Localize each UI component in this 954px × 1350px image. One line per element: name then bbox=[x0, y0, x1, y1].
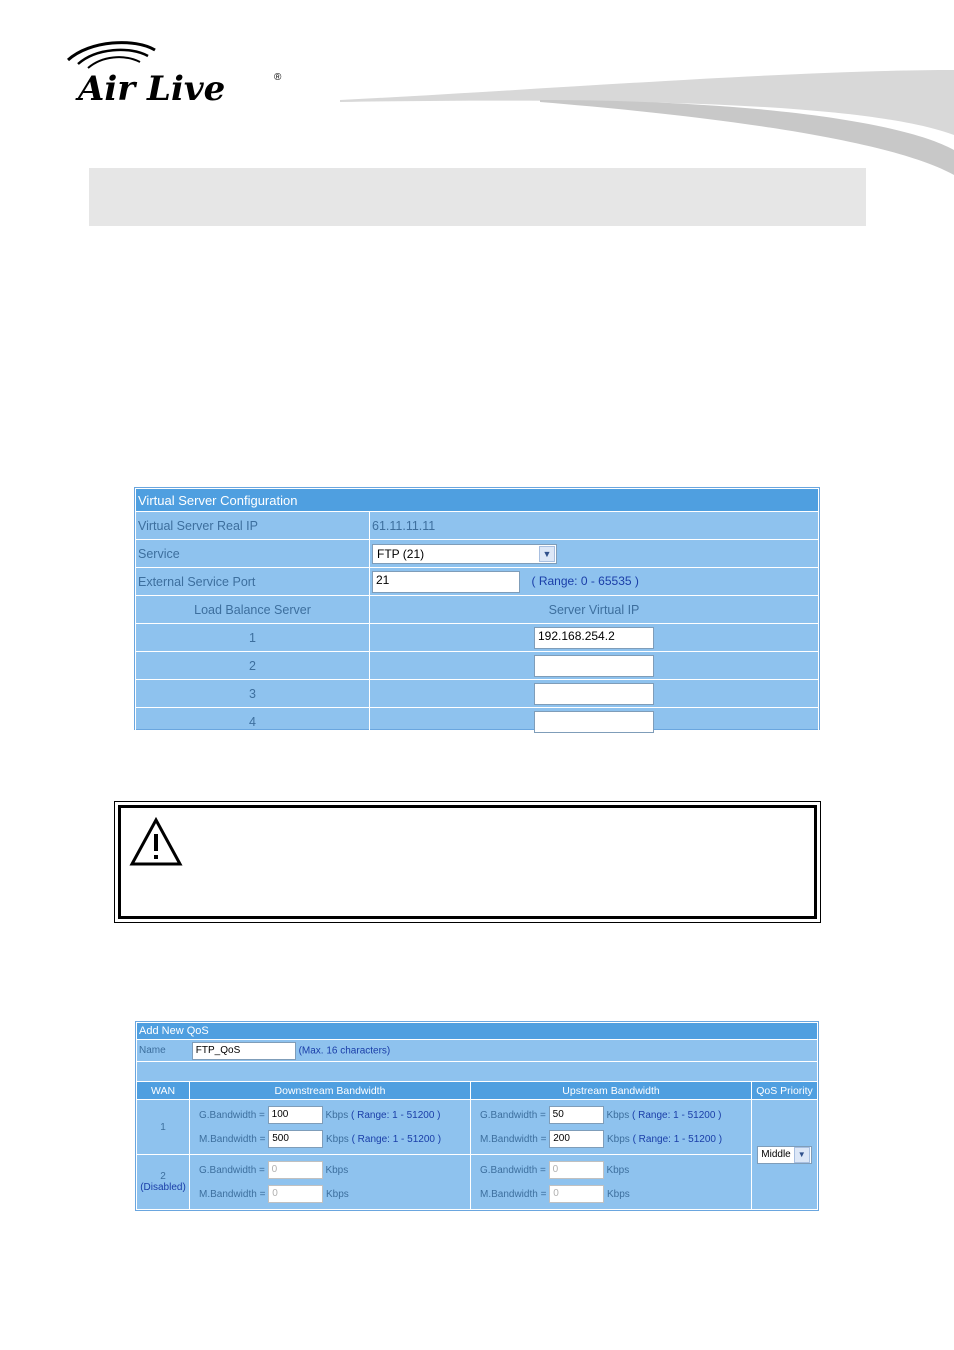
g-bandwidth-label: G.Bandwidth = bbox=[199, 1164, 265, 1176]
range-hint: ( Range: 1 - 51200 ) bbox=[632, 1133, 723, 1145]
wan-id: 2 bbox=[160, 1171, 166, 1182]
warning-box bbox=[114, 801, 821, 923]
airlive-logo bbox=[60, 38, 290, 108]
virtual-ip-input[interactable] bbox=[534, 655, 654, 677]
unit-label: Kbps bbox=[606, 1164, 630, 1176]
chevron-down-icon[interactable]: ▼ bbox=[794, 1147, 810, 1163]
down-g-input[interactable]: 0 bbox=[268, 1161, 323, 1179]
port-input[interactable]: 21 bbox=[372, 571, 520, 593]
service-label: Service bbox=[136, 540, 370, 568]
section-title-bar bbox=[89, 168, 866, 226]
m-bandwidth-label: M.Bandwidth = bbox=[480, 1188, 547, 1200]
col-wan: WAN bbox=[137, 1082, 190, 1100]
unit-label: Kbps bbox=[606, 1109, 630, 1121]
m-bandwidth-label: M.Bandwidth = bbox=[199, 1188, 266, 1200]
svg-text:®: ® bbox=[274, 72, 282, 83]
unit-label: Kbps bbox=[607, 1188, 630, 1200]
unit-label: Kbps bbox=[325, 1164, 349, 1176]
up-g-input[interactable]: 50 bbox=[549, 1106, 604, 1124]
wan-status: (Disabled) bbox=[140, 1182, 186, 1193]
down-m-input[interactable]: 0 bbox=[268, 1185, 323, 1203]
qos-priority-select[interactable] bbox=[757, 1146, 811, 1164]
m-bandwidth-label: M.Bandwidth = bbox=[199, 1133, 266, 1145]
qos-name-hint: (Max. 16 characters) bbox=[298, 1045, 391, 1057]
lb-index: 3 bbox=[136, 680, 370, 708]
service-select[interactable] bbox=[372, 544, 557, 564]
col-downstream: Downstream Bandwidth bbox=[190, 1082, 471, 1100]
col-upstream: Upstream Bandwidth bbox=[471, 1082, 752, 1100]
qos-title: Add New QoS bbox=[137, 1023, 818, 1040]
warning-icon bbox=[129, 817, 183, 867]
qos-name-label: Name bbox=[139, 1045, 166, 1057]
unit-label: Kbps bbox=[607, 1133, 630, 1145]
col-load-balance: Load Balance Server bbox=[136, 596, 370, 624]
up-m-input[interactable]: 0 bbox=[549, 1185, 604, 1203]
m-bandwidth-label: M.Bandwidth = bbox=[480, 1133, 547, 1145]
range-hint: ( Range: 1 - 51200 ) bbox=[351, 1133, 442, 1145]
port-range-hint: ( Range: 0 - 65535 ) bbox=[531, 573, 639, 588]
chevron-down-icon[interactable]: ▼ bbox=[539, 546, 555, 562]
up-g-input[interactable]: 0 bbox=[549, 1161, 604, 1179]
lb-index: 4 bbox=[136, 708, 370, 736]
virtual-ip-input[interactable] bbox=[534, 683, 654, 705]
col-server-virtual-ip: Server Virtual IP bbox=[370, 596, 819, 624]
qos-priority-value: Middle bbox=[761, 1149, 791, 1160]
unit-label: Kbps bbox=[325, 1109, 349, 1121]
add-qos-panel bbox=[135, 1021, 819, 1211]
svg-text:Air Live: Air Live bbox=[78, 69, 226, 108]
g-bandwidth-label: G.Bandwidth = bbox=[480, 1109, 546, 1121]
lb-index: 1 bbox=[136, 624, 370, 652]
g-bandwidth-label: G.Bandwidth = bbox=[480, 1164, 546, 1176]
real-ip-value: 61.11.11.11 bbox=[370, 512, 819, 540]
real-ip-label: Virtual Server Real IP bbox=[136, 512, 370, 540]
lb-index: 2 bbox=[136, 652, 370, 680]
virtual-server-panel bbox=[134, 487, 820, 730]
unit-label: Kbps bbox=[326, 1188, 349, 1200]
range-hint: ( Range: 1 - 51200 ) bbox=[351, 1109, 441, 1121]
unit-label: Kbps bbox=[326, 1133, 349, 1145]
up-m-input[interactable]: 200 bbox=[549, 1130, 604, 1148]
g-bandwidth-label: G.Bandwidth = bbox=[199, 1109, 265, 1121]
service-select-value: FTP (21) bbox=[377, 546, 425, 561]
range-hint: ( Range: 1 - 51200 ) bbox=[632, 1109, 722, 1121]
port-label: External Service Port bbox=[136, 568, 370, 596]
virtual-ip-input[interactable]: 192.168.254.2 bbox=[534, 627, 654, 649]
virtual-ip-input[interactable] bbox=[534, 711, 654, 733]
wan-id: 1 bbox=[137, 1100, 190, 1155]
down-m-input[interactable]: 500 bbox=[268, 1130, 323, 1148]
qos-name-input[interactable]: FTP_QoS bbox=[192, 1042, 296, 1060]
col-qos-priority: QoS Priority bbox=[752, 1082, 818, 1100]
panel-title: Virtual Server Configuration bbox=[136, 489, 819, 512]
down-g-input[interactable]: 100 bbox=[268, 1106, 323, 1124]
